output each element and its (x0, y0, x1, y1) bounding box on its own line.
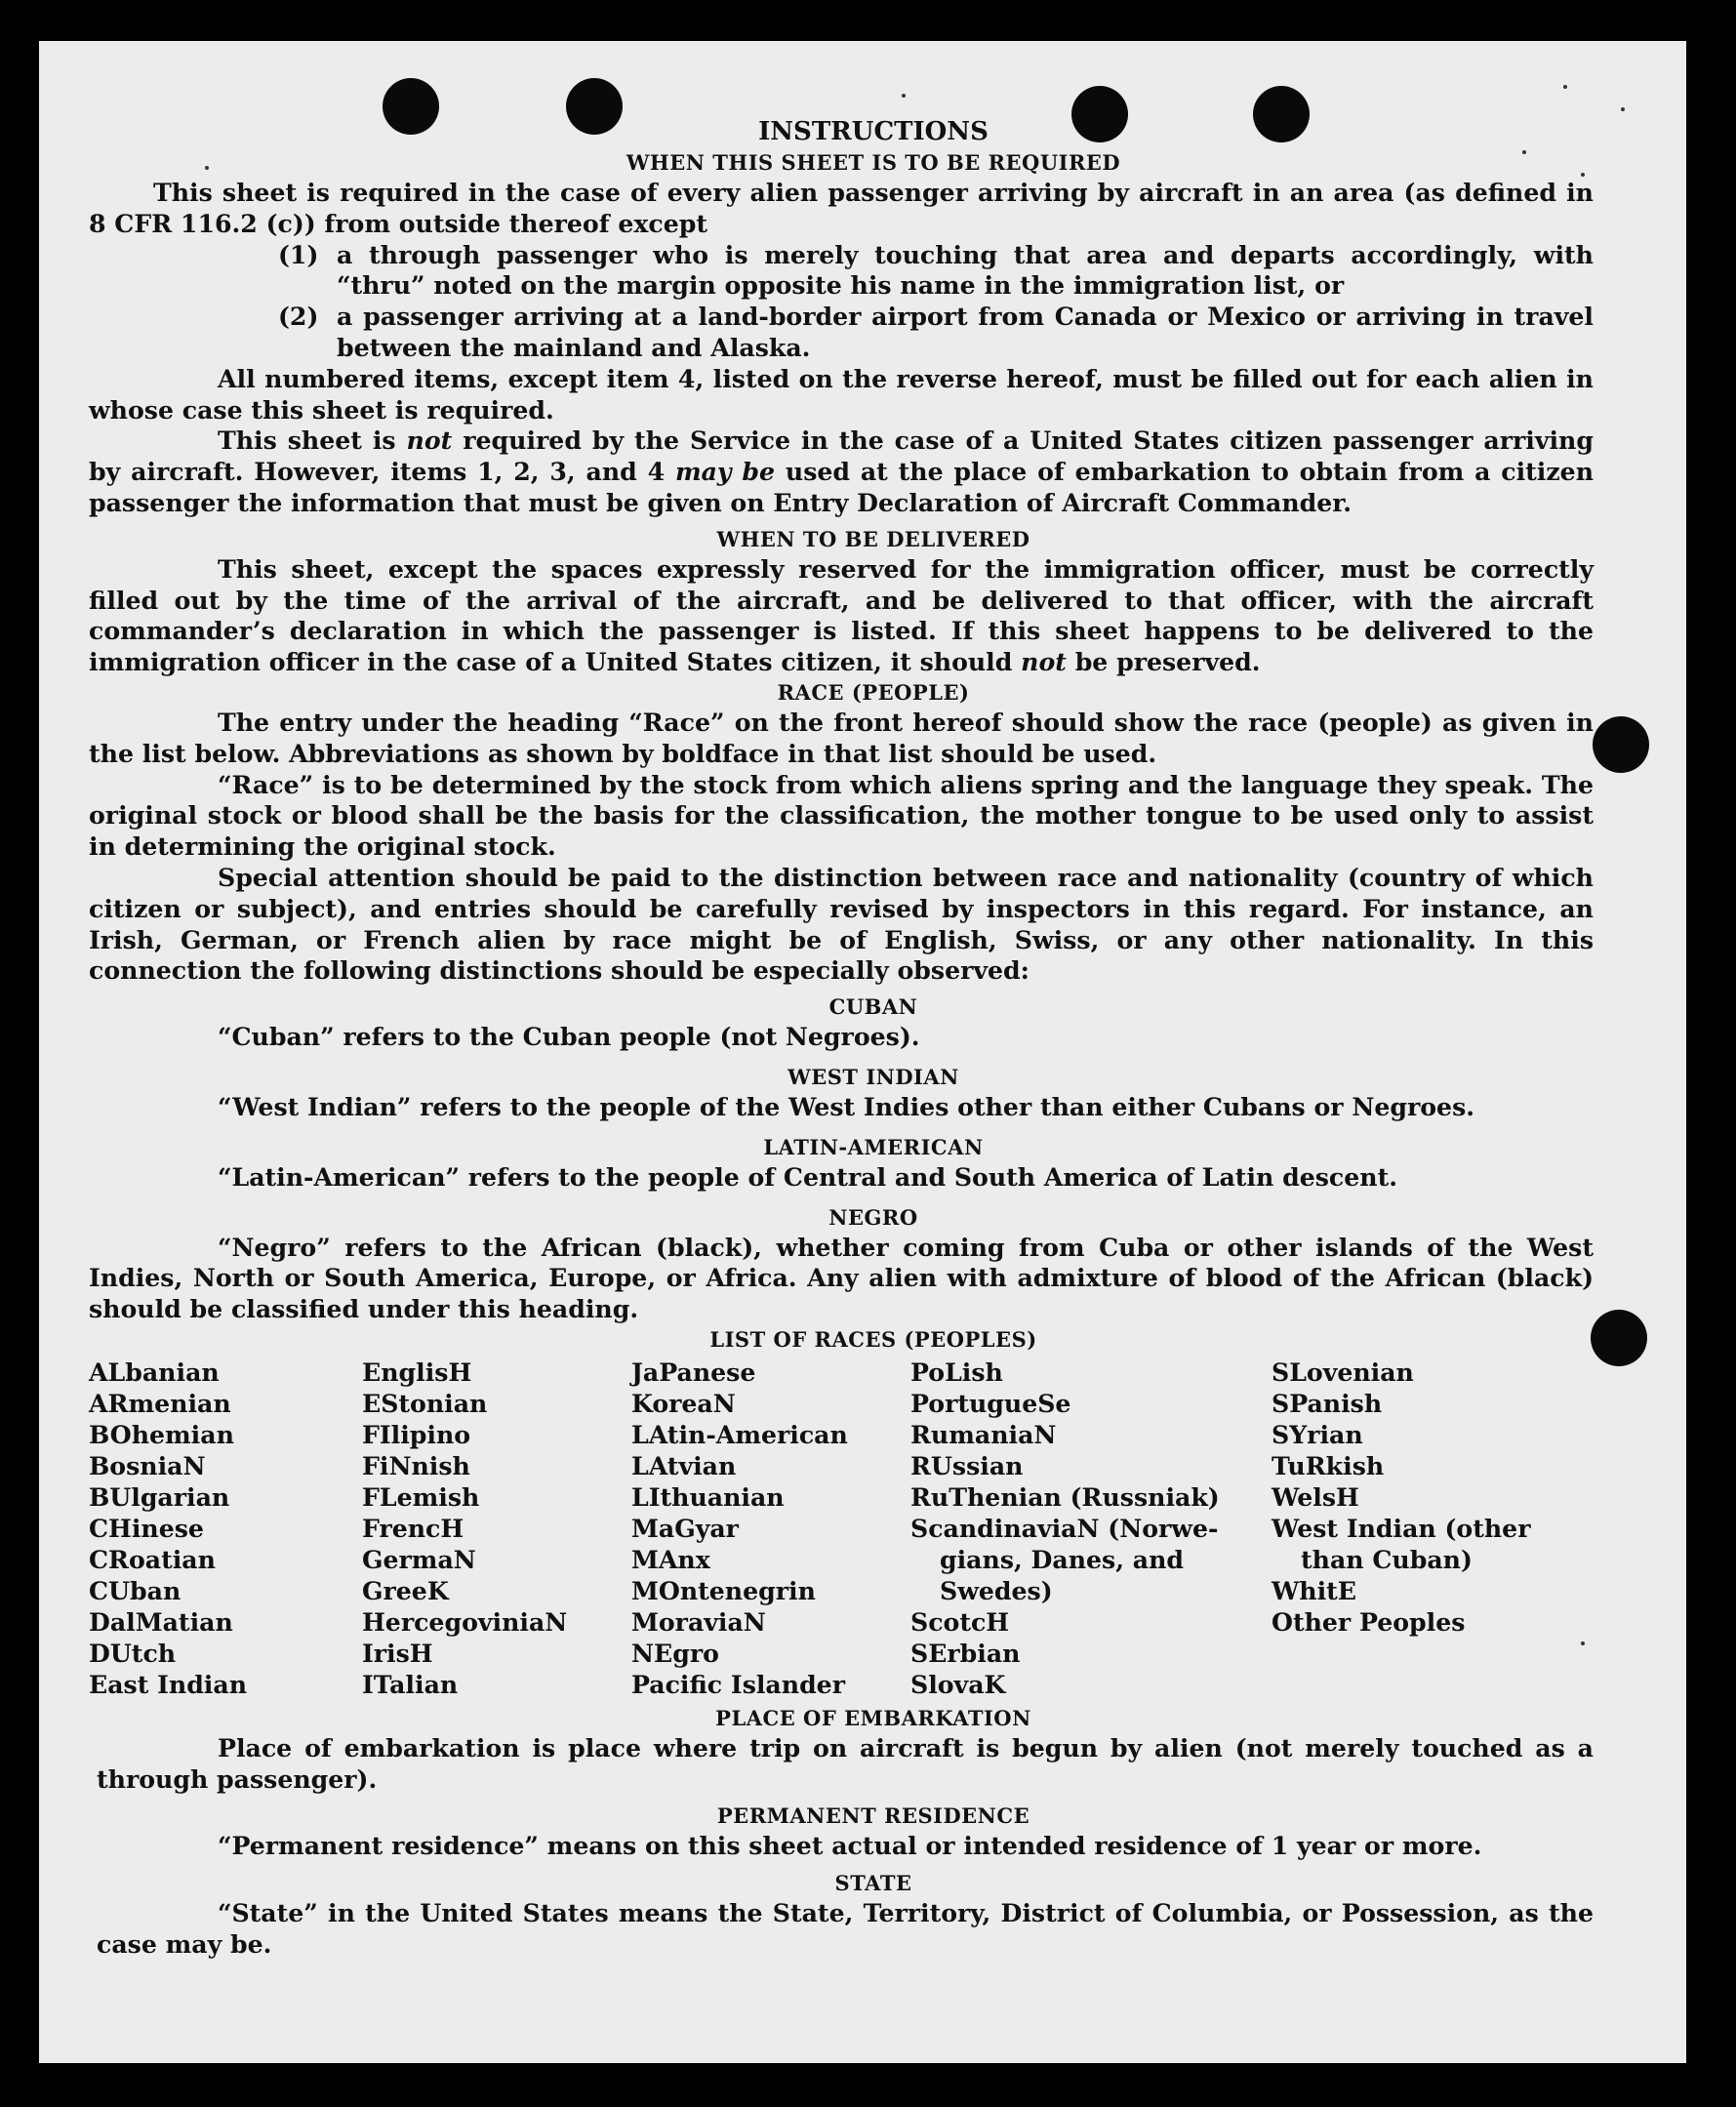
race-entry: East Indian (89, 1669, 248, 1699)
race-entry: LAtvian (631, 1450, 737, 1480)
race-entry: JaPanese (631, 1357, 756, 1387)
race-entry: MOntenegrin (631, 1575, 816, 1605)
race-entry: LAtin-American (631, 1419, 848, 1449)
race-entry: ALbanian (89, 1357, 220, 1387)
delivered-paragraph (89, 554, 1594, 678)
race-entry: ScotcH (910, 1606, 1010, 1637)
race-entry: DUtch (89, 1638, 177, 1668)
race-entry: gians, Danes, and (940, 1544, 1184, 1574)
delivered-text-not: not (1021, 647, 1067, 677)
race-entry: FIlipino (362, 1419, 471, 1449)
exception-text: a passenger arriving at a land-border airport from Canada or Mexico or arriving in travel between the mainland and Alaska. (337, 302, 1594, 362)
race-entry: GreeK (362, 1575, 449, 1605)
section-heading-residence: PERMANENT RESIDENCE (716, 1803, 1030, 1828)
punch-hole (1593, 716, 1649, 773)
race-entry: MaGyar (631, 1513, 739, 1543)
required-intro: This sheet is required in the case of every alien passenger arriving by aircraft in an area (as defined in 8 CFR 116.2 (c)) from outside thereof except (89, 178, 1594, 238)
race-entry: West Indian (other (1272, 1513, 1531, 1543)
speck (902, 94, 906, 98)
section-heading-cuban: CUBAN (828, 994, 918, 1020)
race-entry: FiNnish (362, 1450, 470, 1480)
race-paragraph-1: The entry under the heading “Race” on the front hereof should show the race (people) as given in the list below. Abbreviations as shown by boldface in that list should be used. (89, 707, 1594, 768)
state-paragraph: “State” in the United States means the State, Territory, District of Columbia, or Possession, as the case may be. (97, 1898, 1594, 1960)
race-entry: FrencH (362, 1513, 464, 1543)
race-entry: MoraviaN (631, 1606, 766, 1637)
race-column (631, 1357, 910, 1700)
race-entry: SYrian (1272, 1419, 1363, 1449)
citizen-text-b: required by the Service in the case of a United States citizen passenger arriving by aircraft. However, items 1, 2, 3, and 4 (89, 425, 1594, 487)
race-entry: BUlgarian (89, 1481, 230, 1512)
race-entry: Swedes) (940, 1575, 1053, 1605)
race-entry: RuThenian (Russniak) (910, 1481, 1220, 1512)
citizen-text-not: not (406, 425, 453, 456)
race-column (362, 1357, 631, 1700)
section-heading-required: WHEN THIS SHEET IS TO BE REQUIRED (626, 150, 1121, 175)
race-entry: SlovaK (910, 1669, 1006, 1699)
race-paragraph-3: Special attention should be paid to the distinction between race and nationality (country of which citizen or subject), and entries should be carefully revised by inspectors in this regard. For instance, an Irish, German, or French alien by race might be of English, Swiss, or any other nationality. In this connection the following distinctions should be especially observed: (89, 862, 1594, 986)
race-entry: EStonian (362, 1388, 488, 1418)
race-entry: CRoatian (89, 1544, 216, 1574)
numbered-items-paragraph: All numbered items, except item 4, listed on the reverse hereof, must be filled out for each alien in whose case this sheet is required. (89, 363, 1594, 425)
section-heading-west-indian: WEST INDIAN (787, 1064, 959, 1089)
race-entry: LIthuanian (631, 1481, 785, 1512)
race-entry: than Cuban) (1301, 1544, 1473, 1574)
exception-number: (1) (278, 239, 319, 269)
page-title: INSTRUCTIONS (758, 117, 989, 146)
exception-text: a through passenger who is merely touching that area and departs accordingly, with “thru” noted on the margin opposite his name in the immigration list, or (337, 239, 1594, 301)
race-entry: BosniaN (89, 1450, 206, 1480)
citizen-text-c: used at the place of embarkation to obtain from a citizen passenger the information that must be given on Entry Declaration of Aircraft Commander. (89, 457, 1595, 517)
race-entry: WhitE (1272, 1575, 1357, 1605)
exception-item-2 (153, 302, 1594, 364)
race-entry: HercegoviniaN (362, 1606, 568, 1637)
embarkation-paragraph: Place of embarkation is place where trip on aircraft is begun by alien (not merely touched as a through passenger). (97, 1732, 1594, 1794)
race-entry: DalMatian (89, 1606, 233, 1637)
section-heading-embarkation: PLACE OF EMBARKATION (715, 1705, 1031, 1730)
race-entry: SLovenian (1272, 1357, 1414, 1387)
latin-paragraph: “Latin-American” refers to the people of Central and South America of Latin descent. (218, 1161, 1397, 1192)
race-entry: SErbian (910, 1638, 1021, 1668)
race-entry: ARmenian (89, 1388, 231, 1418)
punch-hole (1591, 1310, 1647, 1366)
race-column (89, 1357, 362, 1700)
citizen-text-a: This sheet is (218, 425, 396, 456)
race-entry: SPanish (1272, 1388, 1383, 1418)
race-paragraph-2: “Race” is to be determined by the stock from which aliens spring and the language they speak. The original stock or blood shall be the basis for the classification, the mother tongue to be used only to assist in determining the original stock. (89, 769, 1594, 862)
race-entry: NEgro (631, 1638, 719, 1668)
race-entry: RUssian (910, 1450, 1024, 1480)
race-entry: PortugueSe (910, 1388, 1071, 1418)
section-heading-delivered: WHEN TO BE DELIVERED (716, 526, 1030, 551)
exception-item-1 (153, 240, 1594, 303)
race-entry: Pacific Islander (631, 1669, 845, 1699)
speck (1621, 107, 1625, 111)
section-heading-latin: LATIN-AMERICAN (763, 1134, 984, 1159)
speck (1563, 85, 1567, 89)
race-entry: CUban (89, 1575, 182, 1605)
race-entry: TuRkish (1272, 1450, 1385, 1480)
west-indian-paragraph: “West Indian” refers to the people of the West Indies other than either Cubans or Negroes. (218, 1091, 1475, 1121)
race-entry: FLemish (362, 1481, 480, 1512)
race-column (910, 1357, 1272, 1700)
citizen-text-may: may be (674, 457, 776, 487)
race-entry: GermaN (362, 1544, 476, 1574)
instructions-content (89, 115, 1595, 1961)
race-entry: Other Peoples (1272, 1606, 1466, 1637)
cuban-paragraph: “Cuban” refers to the Cuban people (not Negroes). (218, 1022, 920, 1052)
race-entry: CHinese (89, 1513, 204, 1543)
section-heading-state: STATE (834, 1871, 912, 1896)
race-entry: IrisH (362, 1638, 433, 1668)
race-entry: WelsH (1272, 1481, 1359, 1512)
race-entry: ITalian (362, 1669, 459, 1699)
race-list (89, 1357, 1594, 1700)
delivered-text-b: be preserved. (1074, 647, 1261, 677)
citizen-paragraph (89, 425, 1594, 518)
delivered-text-a: This sheet, except the spaces expressly reserved for the immigration officer, must be correctly filled out by the time of the arrival of the aircraft, and be delivered to that officer, with the aircraft commander’s declaration in which the passenger is listed. If this sheet happens to be delivered to the immigration officer in the case of a United States citizen, it should (89, 553, 1594, 677)
race-column (1272, 1357, 1564, 1700)
section-heading-race: RACE (PEOPLE) (777, 679, 970, 705)
race-entry: EnglisH (362, 1357, 472, 1387)
residence-paragraph: “Permanent residence” means on this sheet actual or intended residence of 1 year or more. (218, 1830, 1482, 1860)
race-entry: PoLish (910, 1357, 1003, 1387)
section-heading-list: LIST OF RACES (PEOPLES) (709, 1326, 1037, 1352)
section-heading-negro: NEGRO (828, 1204, 918, 1230)
negro-paragraph: “Negro” refers to the African (black), whether coming from Cuba or other islands of the West Indies, North or South America, Europe, or Africa. Any alien with admixture of blood of the African (black) should be classified under this heading. (89, 1232, 1594, 1324)
race-entry: RumaniaN (910, 1419, 1057, 1449)
race-entry: ScandinaviaN (Norwe- (910, 1513, 1219, 1543)
race-entry: KoreaN (631, 1388, 736, 1418)
exception-number: (2) (278, 302, 319, 332)
race-entry: BOhemian (89, 1419, 234, 1449)
race-entry: MAnx (631, 1544, 710, 1574)
